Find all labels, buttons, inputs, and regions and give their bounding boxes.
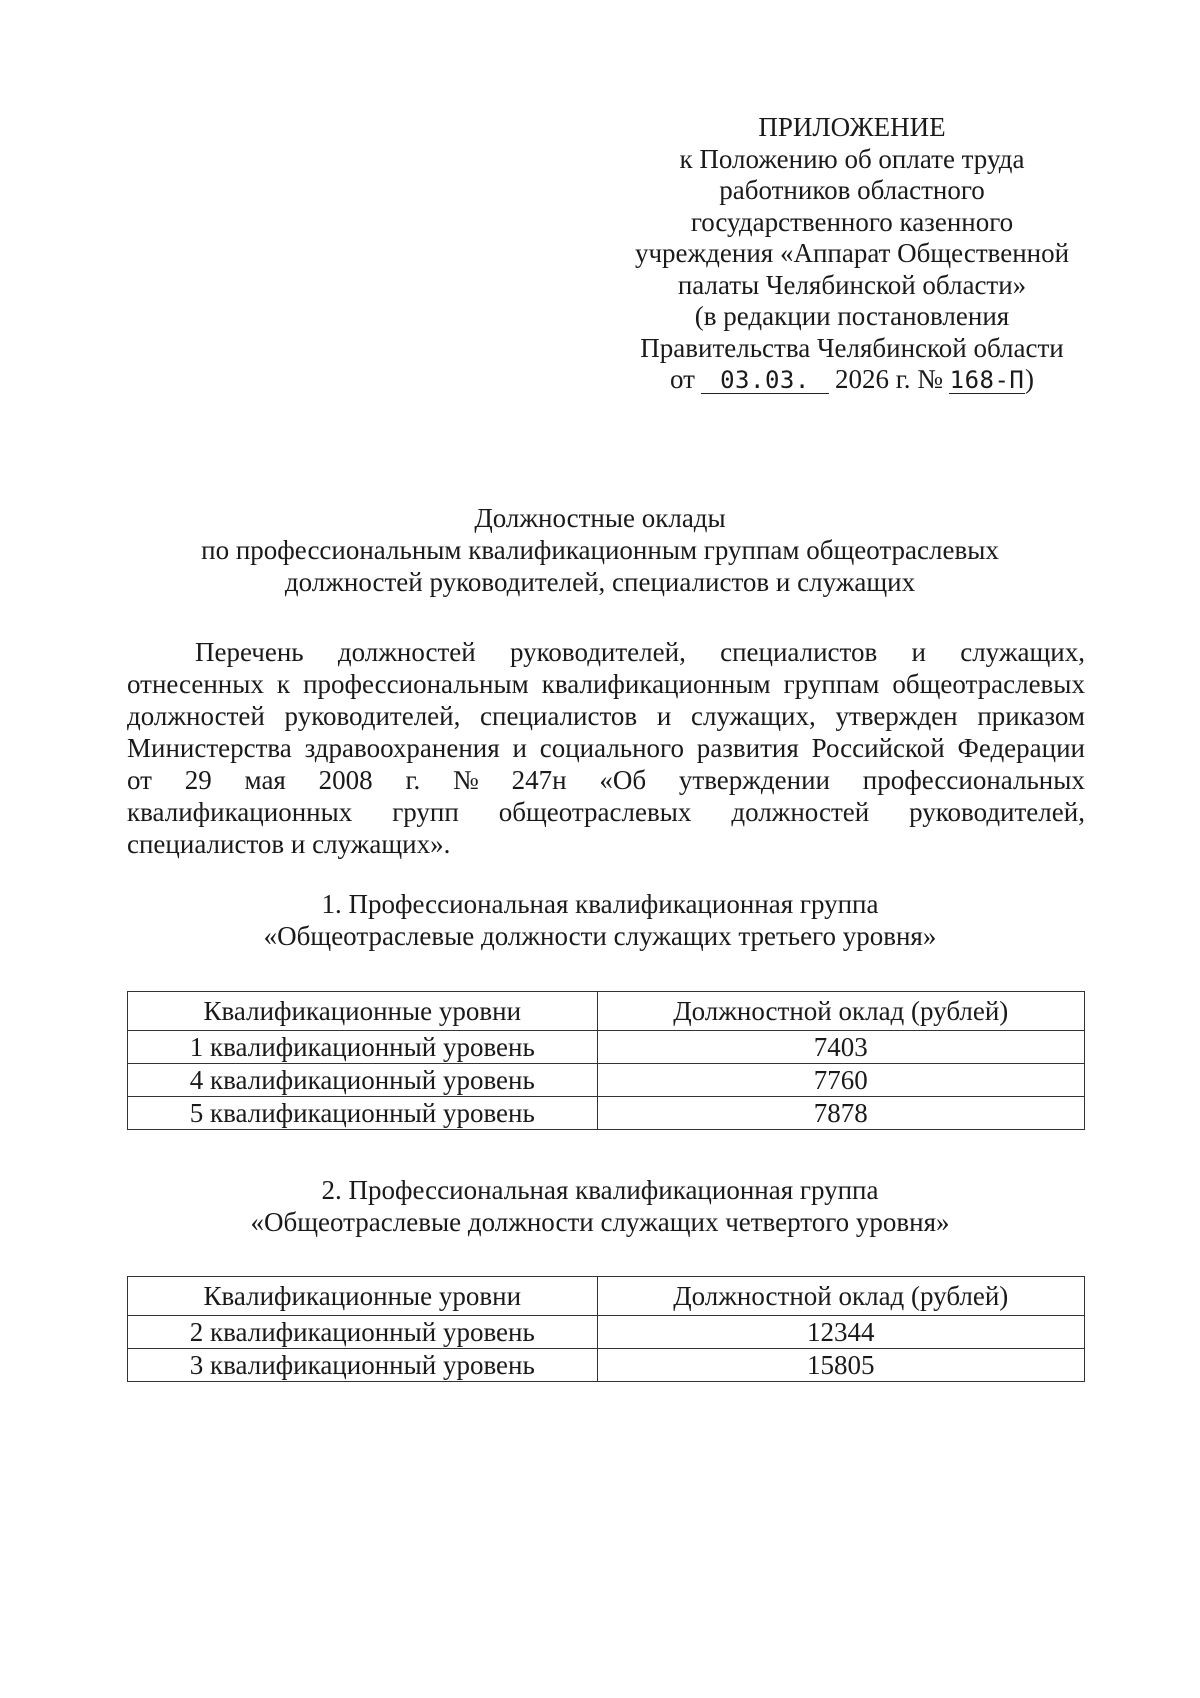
appendix-line: (в редакции постановления bbox=[694, 301, 1010, 331]
word: отнесенных bbox=[127, 669, 264, 699]
group-1-salary-table bbox=[127, 991, 1085, 1130]
word: должностей bbox=[731, 797, 870, 827]
paragraph-line bbox=[127, 700, 1085, 732]
appendix-line: работников областного bbox=[719, 175, 985, 205]
title-line: Должностные оклады bbox=[474, 503, 726, 533]
word: от bbox=[127, 765, 152, 795]
word: руководителей, bbox=[284, 701, 461, 731]
column-header-salary: Должностной оклад (рублей) bbox=[597, 1277, 1084, 1316]
paragraph-line bbox=[127, 732, 1085, 764]
column-header-salary: Должностной оклад (рублей) bbox=[597, 992, 1084, 1031]
level-cell: 5 квалификационный уровень bbox=[128, 1097, 598, 1130]
group-heading-line: «Общеотраслевые должности служащих третьего уровня» bbox=[263, 921, 937, 951]
resolution-number: 168-П bbox=[949, 366, 1025, 394]
word: специалистов и служащих». bbox=[127, 829, 451, 859]
body-paragraph bbox=[127, 636, 1085, 860]
appendix-line: к Положению об оплате труда bbox=[679, 143, 1025, 174]
word: служащих, bbox=[960, 637, 1085, 667]
word: к bbox=[276, 669, 291, 699]
level-cell: 1 квалификационный уровень bbox=[128, 1031, 598, 1064]
word: специалистов bbox=[480, 701, 638, 731]
word: руководителей, bbox=[510, 637, 686, 667]
table-row bbox=[128, 1064, 1085, 1097]
table-header-row bbox=[128, 992, 1085, 1031]
paragraph-line bbox=[127, 828, 1085, 860]
word: Российской bbox=[811, 733, 945, 763]
appendix-line: государственного казенного bbox=[690, 206, 1014, 237]
table-row bbox=[128, 1349, 1085, 1382]
group-2-salary-table bbox=[127, 1276, 1085, 1382]
word: 29 bbox=[184, 765, 212, 795]
word: «Об bbox=[599, 765, 647, 795]
word: должностей bbox=[337, 637, 476, 667]
table-row bbox=[128, 1316, 1085, 1349]
table-row bbox=[128, 1097, 1085, 1130]
group-heading-line: 2. Профессиональная квалификационная группа bbox=[321, 1175, 879, 1205]
level-cell: 3 квалификационный уровень bbox=[128, 1349, 598, 1382]
level-cell: 2 квалификационный уровень bbox=[128, 1316, 598, 1349]
word: и bbox=[911, 637, 926, 667]
appendix-heading: ПРИЛОЖЕНИЕ bbox=[758, 112, 946, 142]
appendix-line: Правительства Челябинской области bbox=[640, 332, 1064, 363]
word: приказом bbox=[977, 701, 1085, 731]
word: г. bbox=[405, 765, 421, 795]
appendix-line: учреждения «Аппарат Общественной bbox=[634, 238, 1070, 268]
group-1-heading bbox=[0, 888, 1200, 952]
salary-cell: 12344 bbox=[597, 1316, 1084, 1349]
word: и bbox=[656, 701, 672, 731]
group-2-heading bbox=[0, 1174, 1200, 1238]
word: развития bbox=[696, 733, 799, 763]
word: общеотраслевых bbox=[892, 669, 1085, 699]
word: утверждении bbox=[678, 765, 830, 795]
table-header-row bbox=[128, 1277, 1085, 1316]
word: специалистов bbox=[720, 637, 878, 667]
word: квалификационных bbox=[127, 797, 353, 827]
paragraph-line bbox=[127, 796, 1085, 828]
appendix-date-line bbox=[612, 364, 1092, 396]
group-heading-line: 1. Профессиональная квалификационная группа bbox=[321, 889, 879, 919]
word: № bbox=[453, 765, 479, 795]
column-header-levels: Квалификационные уровни bbox=[128, 1277, 598, 1316]
word: мая bbox=[244, 765, 286, 795]
word: 2008 bbox=[318, 765, 373, 795]
closing-paren: ) bbox=[1025, 364, 1034, 394]
appendix-line: палаты Челябинской области» bbox=[677, 269, 1027, 300]
word: группам bbox=[783, 669, 880, 699]
word: служащих, bbox=[691, 701, 816, 731]
paragraph-line bbox=[127, 668, 1085, 700]
word: утвержден bbox=[835, 701, 958, 731]
word: должностей bbox=[127, 701, 265, 731]
date-value: 03.03. bbox=[701, 367, 829, 394]
word: и bbox=[512, 733, 527, 763]
year-text: 2026 г. № bbox=[834, 364, 943, 394]
word: Перечень bbox=[195, 637, 304, 667]
word: профессиональным bbox=[303, 669, 529, 699]
salary-cell: 7403 bbox=[597, 1031, 1084, 1064]
table-row bbox=[128, 1031, 1085, 1064]
word: групп bbox=[392, 797, 459, 827]
word: руководителей, bbox=[909, 797, 1085, 827]
word: Федерации bbox=[957, 733, 1085, 763]
salary-cell: 15805 bbox=[597, 1349, 1084, 1382]
paragraph-line bbox=[127, 764, 1085, 796]
word: общеотраслевых bbox=[498, 797, 692, 827]
word: здравоохранения bbox=[304, 733, 500, 763]
salary-cell: 7878 bbox=[597, 1097, 1084, 1130]
group-heading-line: «Общеотраслевые должности служащих четвертого уровня» bbox=[250, 1207, 950, 1237]
paragraph-line bbox=[127, 636, 1085, 668]
document-title bbox=[0, 502, 1200, 598]
title-line: должностей руководителей, специалистов и служащих bbox=[284, 567, 916, 597]
word: Министерства bbox=[127, 733, 292, 763]
salary-cell: 7760 bbox=[597, 1064, 1084, 1097]
appendix-block bbox=[612, 112, 1092, 396]
word: 247н bbox=[511, 765, 567, 795]
title-line: по профессиональным квалификационным группам общеотраслевых bbox=[201, 535, 999, 565]
word: социального bbox=[539, 733, 684, 763]
word: квалификационным bbox=[541, 669, 771, 699]
word: профессиональных bbox=[862, 765, 1085, 795]
column-header-levels: Квалификационные уровни bbox=[128, 992, 598, 1031]
date-prefix: от bbox=[670, 364, 695, 394]
level-cell: 4 квалификационный уровень bbox=[128, 1064, 598, 1097]
